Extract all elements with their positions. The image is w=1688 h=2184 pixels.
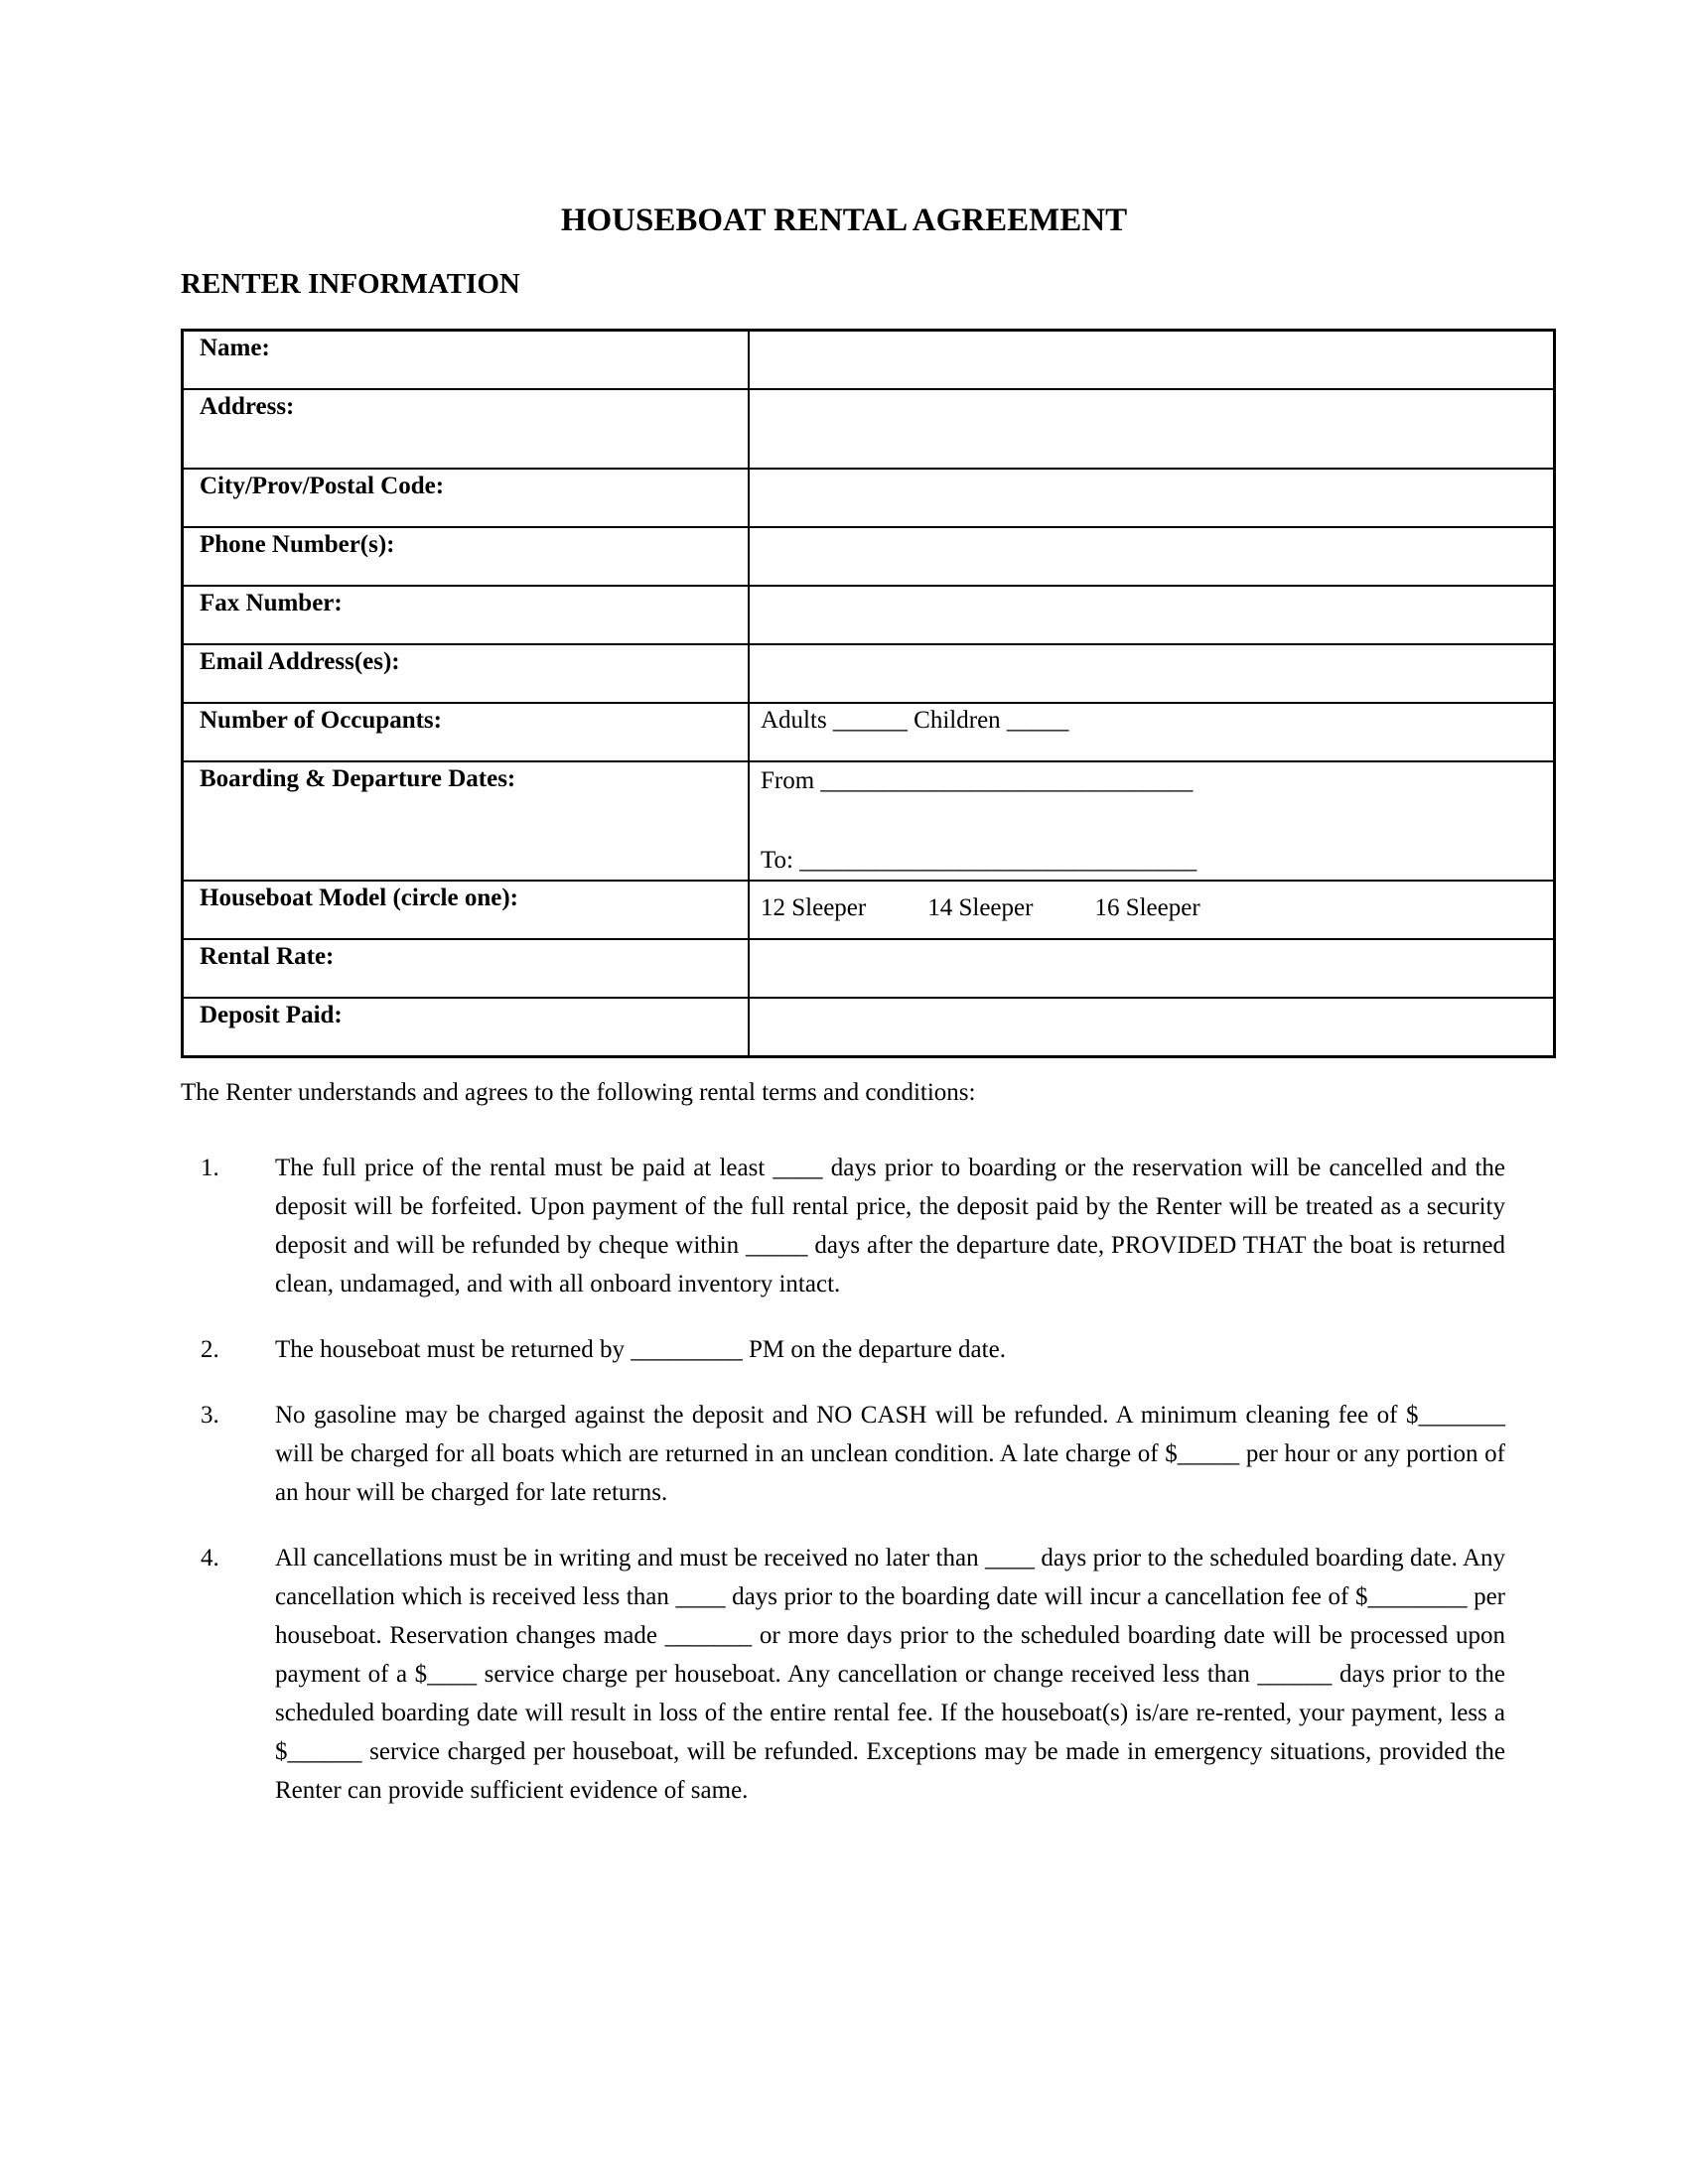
table-row (183, 761, 1555, 881)
model-option: 12 Sleeper (761, 894, 867, 921)
row-label: Rental Rate: (183, 939, 750, 998)
term-number: 3. (201, 1402, 219, 1429)
term-text: No gasoline may be charged against the deposit and NO CASH will be refunded. A minimum cleaning fee of $_______ will be charged for all boats which are returned in an unclean condition. A late charge of $_____ per hour or any portion of an hour will be charged for late returns. (275, 1402, 1505, 1506)
row-label: Deposit Paid: (183, 998, 750, 1057)
table-row (183, 881, 1555, 939)
renter-information-table (181, 329, 1556, 1058)
model-option: 16 Sleeper (1094, 894, 1200, 921)
terms-section (181, 1073, 1505, 1810)
table-row (183, 389, 1555, 469)
table-row (183, 469, 1555, 527)
table-row (183, 586, 1555, 644)
terms-intro: The Renter understands and agrees to the following rental terms and conditions: (181, 1079, 976, 1106)
houseboat-model-options (761, 884, 1545, 923)
row-label: City/Prov/Postal Code: (183, 469, 750, 527)
table-row (183, 703, 1555, 761)
row-value (749, 389, 1555, 469)
table-row (183, 527, 1555, 586)
row-value (749, 331, 1555, 390)
to-line: To: ________________________________ (761, 847, 1197, 874)
model-option: 14 Sleeper (927, 894, 1034, 921)
term-text: All cancellations must be in writing and must be received no later than ____ days prior to the scheduled boarding date. Any cancellation which is received less than ____ days prior to the boarding date will incur a cancellation fee of $________ per houseboat. Reservation changes made _______ or more days prior to the scheduled boarding date will be processed upon payment of a $____ service charge per houseboat. Any cancellation or change received less than ______ days prior to the scheduled boarding date will result in loss of the entire rental fee. If the houseboat(s) is/are re-rented, your payment, less a $______ service charged per houseboat, will be refunded. Exceptions may be made in emergency situations, provided the Renter can provide sufficient evidence of same. (275, 1545, 1505, 1804)
row-label: Fax Number: (183, 586, 750, 644)
row-value (749, 939, 1555, 998)
row-value (749, 761, 1555, 881)
term-item (181, 1396, 1505, 1512)
row-value (749, 881, 1555, 939)
term-item (181, 1330, 1505, 1369)
boarding-departure-lines (761, 764, 1545, 880)
row-label: Number of Occupants: (183, 703, 750, 761)
terms-list (181, 1149, 1505, 1810)
row-label: Address: (183, 389, 750, 469)
term-number: 1. (201, 1155, 219, 1181)
row-value (749, 644, 1555, 703)
row-label: Boarding & Departure Dates: (183, 761, 750, 881)
row-label: Name: (183, 331, 750, 390)
row-value: Adults ______ Children _____ (749, 703, 1555, 761)
term-number: 4. (201, 1545, 219, 1571)
row-value (749, 527, 1555, 586)
term-item (181, 1149, 1505, 1303)
page-title: HOUSEBOAT RENTAL AGREEMENT (560, 203, 1128, 238)
table-row (183, 644, 1555, 703)
row-label: Email Address(es): (183, 644, 750, 703)
row-label: Phone Number(s): (183, 527, 750, 586)
from-line: From ______________________________ (761, 767, 1194, 794)
row-value (749, 586, 1555, 644)
term-item (181, 1539, 1505, 1810)
term-number: 2. (201, 1336, 219, 1363)
row-value (749, 469, 1555, 527)
table-row (183, 939, 1555, 998)
section-heading-renter-information: RENTER INFORMATION (181, 268, 520, 300)
row-value (749, 998, 1555, 1057)
term-text: The houseboat must be returned by _________ PM on the departure date. (275, 1336, 1006, 1363)
term-text: The full price of the rental must be paid at least ____ days prior to boarding or the reservation will be cancelled and the deposit will be forfeited. Upon payment of the full rental price, the deposit paid by the Renter will be treated as a security deposit and will be refunded by cheque within _____ days after the departure date, PROVIDED THAT the boat is returned clean, undamaged, and with all onboard inventory intact. (275, 1155, 1505, 1297)
row-label: Houseboat Model (circle one): (183, 881, 750, 939)
table-row (183, 998, 1555, 1057)
table-row (183, 331, 1555, 390)
